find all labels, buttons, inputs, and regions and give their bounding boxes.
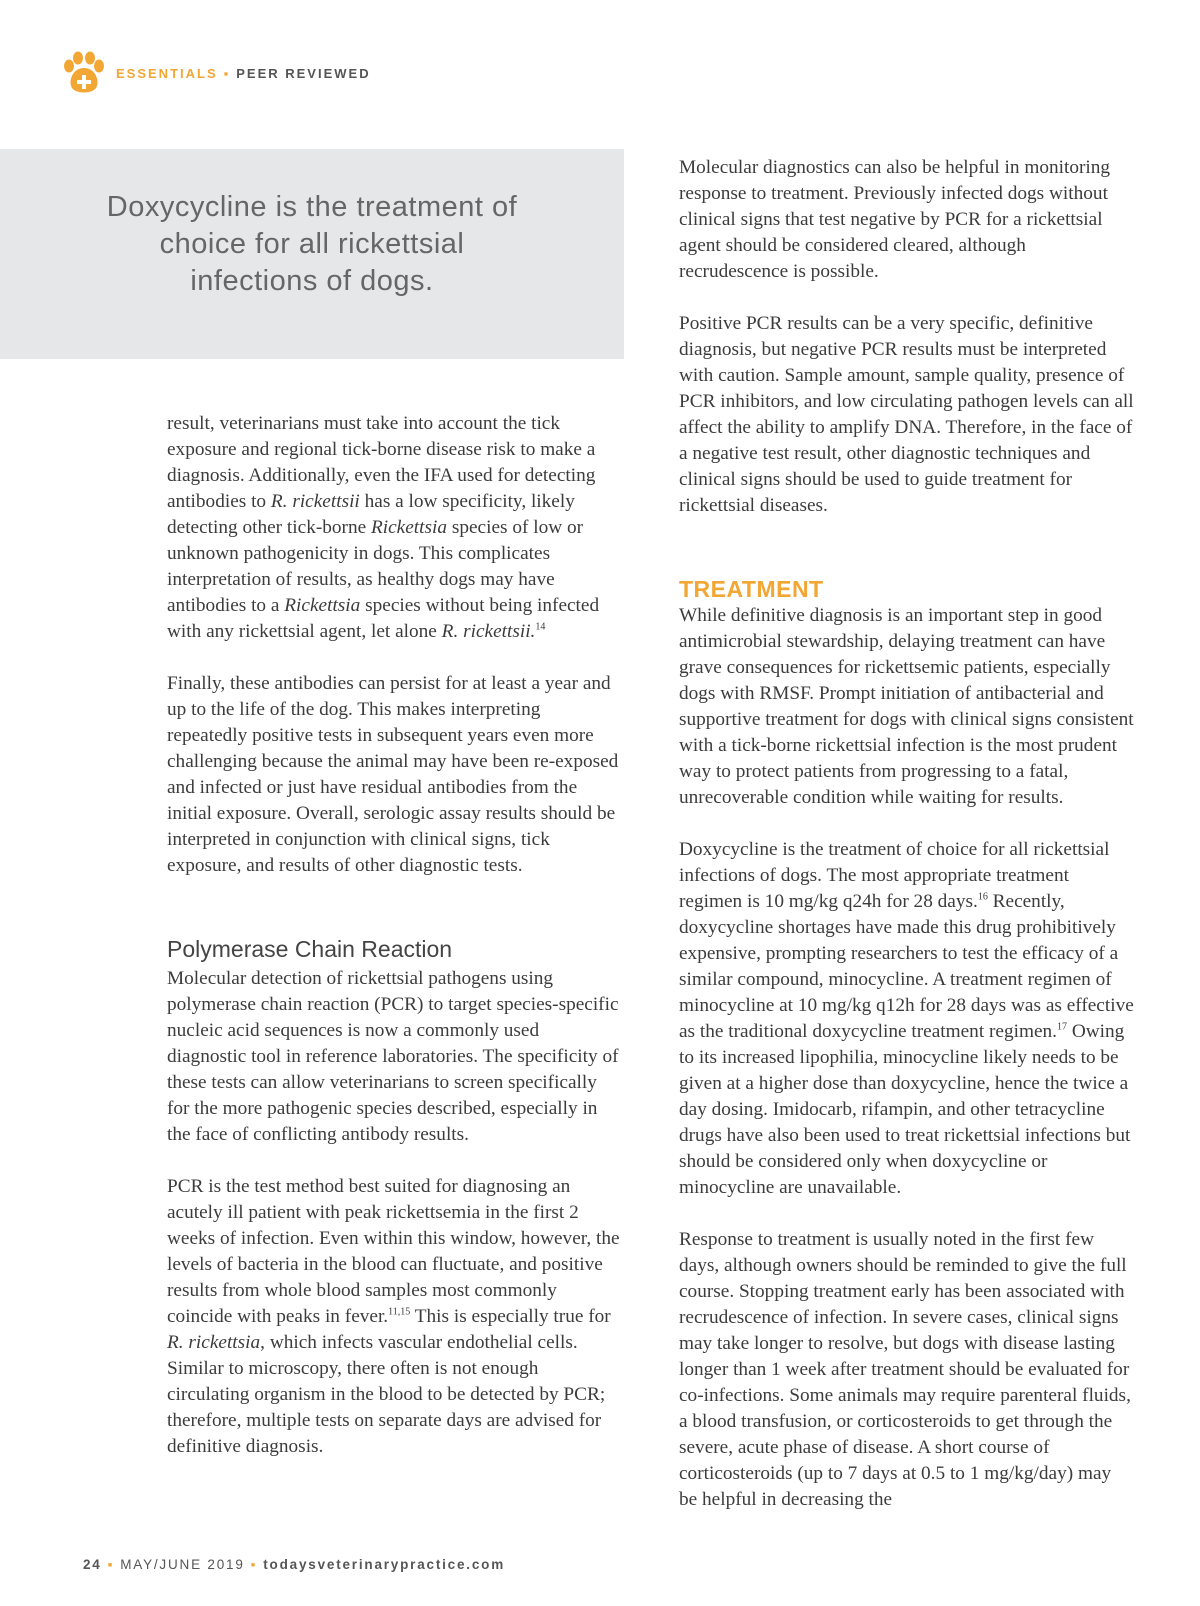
- page-footer: [83, 1557, 505, 1572]
- paragraph-prompt-treatment: While definitive diagnosis is an important step in good antimicrobial stewardship, delaying treatment can have grave consequences for rickettsemic patients, especially dogs with RMSF. Prompt initiation of antibacterial and supportive treatment for dogs with clinical signs consistent with a tick-borne rickettsial infection is the most prudent way to protect patients from progressing to a fatal, unrecoverable condition while waiting for results.: [679, 605, 1134, 808]
- section-label: ESSENTIALS: [116, 65, 218, 81]
- paragraph-antibody-persistence: Finally, these antibodies can persist for at least a year and up to the life of the dog. This makes interpreting repeatedly positive tests in subsequent years even more challenging because the animal may have been re-exposed and infected or just have residual antibodies from the initial exposure. Overall, serologic assay results should be interpreted in conjunction with clinical signs, tick exposure, and results of other diagnostic tests.: [167, 673, 619, 876]
- paragraph-pcr-caution: Positive PCR results can be a very specific, definitive diagnosis, but negative PCR results must be interpreted with caution. Sample amount, sample quality, presence of PCR inhibitors, and low circulating pathogen levels can all affect the ability to amplify DNA. Therefore, in the face of a negative test result, other diagnostic techniques and clinical signs should be used to guide treatment for rickettsial diseases.: [679, 313, 1134, 516]
- footer-separator-1: ▪: [107, 1557, 115, 1572]
- pcr-heading: Polymerase Chain Reaction: [167, 936, 453, 962]
- peer-reviewed-label: PEER REVIEWED: [236, 65, 371, 81]
- website-link[interactable]: todaysveterinarypractice.com: [263, 1557, 506, 1572]
- issue-date: MAY/JUNE 2019: [120, 1557, 245, 1572]
- header-separator: ▪: [223, 65, 231, 81]
- pull-quote: [0, 149, 624, 359]
- treatment-heading: TREATMENT: [679, 576, 824, 602]
- page-number: 24: [83, 1557, 102, 1572]
- pull-quote-text: Doxycycline is the treatment of choice for all rickettsial infections of dogs.: [106, 190, 518, 297]
- paragraph-doxycycline: Doxycycline is the treatment of choice for all rickettsial infections of dogs. The most appropriate treatment regimen is 10 mg/kg q24h for 28 days.$^{16}$ Recently, doxycycline shortages have made this drug prohibitively expensive, prompting researchers to test the efficacy of a similar compound, minocycline. A treatment regimen of minocycline at 10 mg/kg q12h for 28 days was as effective as the traditional doxycycline treatment regimen.$^{17}$ Owing to its increased lipophilia, minocycline likely needs to be given at a higher dose than doxycycline, hence the twice a day dosing. Imidocarb, rifampin, and other tetracycline drugs have also been used to treat rickettsial infections but should be considered only when doxycycline or minocycline are unavailable.: [679, 839, 1134, 1198]
- paragraph-response-to-treatment: Response to treatment is usually noted in the first few days, although owners should be reminded to give the full course. Stopping treatment early has been associated with recrudescence of infection. In severe cases, clinical signs may take longer to resolve, but dogs with disease lasting longer than 1 week after treatment should be evaluated for co-infections. Some animals may require parenteral fluids, a blood transfusion, or corticosteroids to get through the severe, acute phase of disease. A short course of corticosteroids (up to 7 days at 0.5 to 1 mg/kg/day) may be helpful in decreasing the: [679, 1229, 1131, 1510]
- left-column: [167, 411, 622, 1486]
- paragraph-monitoring-response: Molecular diagnostics can also be helpful in monitoring response to treatment. Previously infected dogs without clinical signs that test negative by PCR for a rickettsial agent should be considered cleared, although recrudescence is possible.: [679, 157, 1111, 282]
- paragraph-pcr-timing: PCR is the test method best suited for diagnosing an acutely ill patient with peak rickettsemia in the first 2 weeks of infection. Even within this window, however, the levels of bacteria in the blood can fluctuate, and positive results from whole blood samples most commonly coincide with peaks in fever.$^{11,15}$ This is especially true for R. rickettsia, which infects vascular endothelial cells. Similar to microscopy, there often is not enough circulating organism in the blood to be detected by PCR; therefore, multiple tests on separate days are advised for definitive diagnosis.: [167, 1176, 620, 1457]
- paw-plus-icon: [58, 50, 110, 96]
- paragraph-serology-specificity: result, veterinarians must take into account the tick exposure and regional tick-borne disease risk to make a diagnosis. Additionally, even the IFA used for detecting antibodies to R. rickettsii has a low specificity, likely detecting other tick-borne Rickettsia species of low or unknown pathogenicity in dogs. This complicates interpretation of results, as healthy dogs may have antibodies to a Rickettsia species without being infected with any rickettsial agent, let alone R. rickettsii.$^{14}$: [167, 413, 600, 642]
- right-column: [679, 155, 1134, 1539]
- page-header: [58, 50, 371, 96]
- paragraph-pcr-molecular: Molecular detection of rickettsial pathogens using polymerase chain reaction (PCR) to target species-specific nucleic acid sequences is now a commonly used diagnostic tool in reference laboratories. The specificity of these tests can allow veterinarians to screen specifically for the more pathogenic species described, especially in the face of conflicting antibody results.: [167, 968, 619, 1145]
- footer-separator-2: ▪: [250, 1557, 258, 1572]
